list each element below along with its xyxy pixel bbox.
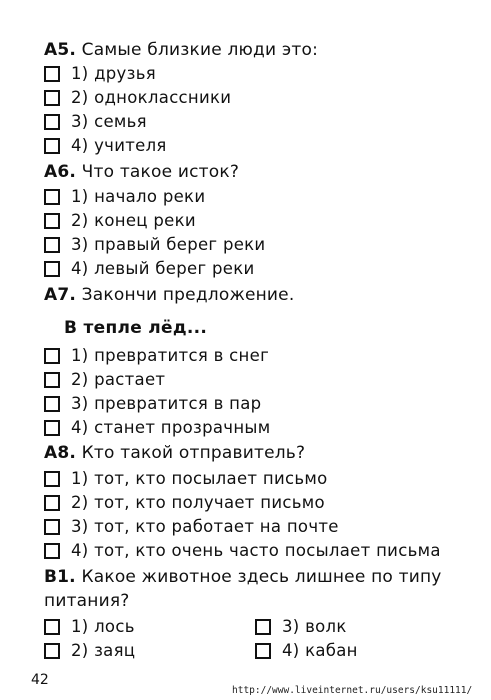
answer-option[interactable] bbox=[44, 418, 271, 437]
question-a5 bbox=[44, 40, 318, 60]
answer-option[interactable] bbox=[44, 187, 205, 206]
checkbox[interactable] bbox=[255, 619, 271, 635]
option-text: 2) растает bbox=[71, 370, 166, 389]
answer-option[interactable] bbox=[44, 211, 196, 230]
question-text: Какое животное здесь лишнее по типу bbox=[81, 567, 442, 587]
question-b1-continued: питания? bbox=[44, 591, 130, 611]
answer-option[interactable] bbox=[44, 394, 261, 413]
checkbox[interactable] bbox=[44, 420, 60, 436]
question-text: Самые близкие люди это: bbox=[81, 40, 319, 60]
option-text: 4) учителя bbox=[71, 136, 167, 155]
checkbox[interactable] bbox=[44, 372, 60, 388]
checkbox[interactable] bbox=[44, 643, 60, 659]
option-text: 3) семья bbox=[71, 112, 147, 131]
option-text: 1) тот, кто посылает письмо bbox=[71, 469, 328, 488]
checkbox[interactable] bbox=[44, 138, 60, 154]
option-text: 2) заяц bbox=[71, 641, 136, 660]
checkbox[interactable] bbox=[44, 261, 60, 277]
answer-option[interactable] bbox=[44, 136, 167, 155]
answer-option[interactable] bbox=[44, 641, 135, 660]
answer-option[interactable] bbox=[44, 112, 147, 131]
answer-option[interactable] bbox=[255, 617, 347, 636]
question-label: В1. bbox=[44, 567, 76, 587]
page-number: 42 bbox=[31, 672, 49, 688]
sentence-start: В тепле лёд... bbox=[64, 318, 208, 338]
checkbox[interactable] bbox=[44, 619, 60, 635]
answer-option[interactable] bbox=[44, 370, 165, 389]
checkbox[interactable] bbox=[44, 471, 60, 487]
question-label: А5. bbox=[44, 40, 77, 60]
answer-option[interactable] bbox=[44, 346, 269, 365]
checkbox[interactable] bbox=[44, 90, 60, 106]
answer-option[interactable] bbox=[44, 541, 441, 560]
answer-option[interactable] bbox=[44, 617, 135, 636]
answer-option[interactable] bbox=[44, 469, 328, 488]
checkbox[interactable] bbox=[44, 114, 60, 130]
option-text: 4) левый берег реки bbox=[71, 259, 255, 278]
checkbox[interactable] bbox=[44, 66, 60, 82]
checkbox[interactable] bbox=[44, 189, 60, 205]
option-text: 1) превратится в снег bbox=[71, 346, 270, 365]
source-url: http://www.liveinternet.ru/users/ksu11111/ bbox=[232, 685, 473, 696]
answer-option[interactable] bbox=[255, 641, 358, 660]
answer-option[interactable] bbox=[44, 517, 339, 536]
question-text: Кто такой отправитель? bbox=[81, 443, 306, 463]
option-text: 2) тот, кто получает письмо bbox=[71, 493, 325, 512]
checkbox[interactable] bbox=[44, 519, 60, 535]
option-text: 2) одноклассники bbox=[71, 88, 232, 107]
answer-option[interactable] bbox=[44, 235, 265, 254]
question-text: Что такое исток? bbox=[81, 162, 240, 182]
question-b1 bbox=[44, 567, 442, 587]
option-text: 1) друзья bbox=[71, 64, 156, 83]
answer-option[interactable] bbox=[44, 64, 156, 83]
question-a8 bbox=[44, 443, 305, 463]
option-text: 4) кабан bbox=[282, 641, 358, 660]
option-text: 3) правый берег реки bbox=[71, 235, 266, 254]
option-text: 3) волк bbox=[282, 617, 347, 636]
question-label: А7. bbox=[44, 285, 77, 305]
option-text: 4) тот, кто очень часто посылает письма bbox=[71, 541, 441, 560]
checkbox[interactable] bbox=[44, 396, 60, 412]
answer-option[interactable] bbox=[44, 88, 231, 107]
checkbox[interactable] bbox=[44, 213, 60, 229]
option-text: 1) лось bbox=[71, 617, 135, 636]
checkbox[interactable] bbox=[44, 543, 60, 559]
checkbox[interactable] bbox=[44, 348, 60, 364]
checkbox[interactable] bbox=[255, 643, 271, 659]
checkbox[interactable] bbox=[44, 495, 60, 511]
question-label: А8. bbox=[44, 443, 77, 463]
option-text: 1) начало реки bbox=[71, 187, 206, 206]
question-a7 bbox=[44, 285, 294, 305]
option-text: 3) превратится в пар bbox=[71, 394, 262, 413]
question-label: А6. bbox=[44, 162, 77, 182]
checkbox[interactable] bbox=[44, 237, 60, 253]
answer-option[interactable] bbox=[44, 493, 325, 512]
option-text: 2) конец реки bbox=[71, 211, 196, 230]
option-text: 3) тот, кто работает на почте bbox=[71, 517, 339, 536]
option-text: 4) станет прозрачным bbox=[71, 418, 271, 437]
answer-option[interactable] bbox=[44, 259, 254, 278]
question-a6 bbox=[44, 162, 239, 182]
question-text: Закончи предложение. bbox=[81, 285, 295, 305]
